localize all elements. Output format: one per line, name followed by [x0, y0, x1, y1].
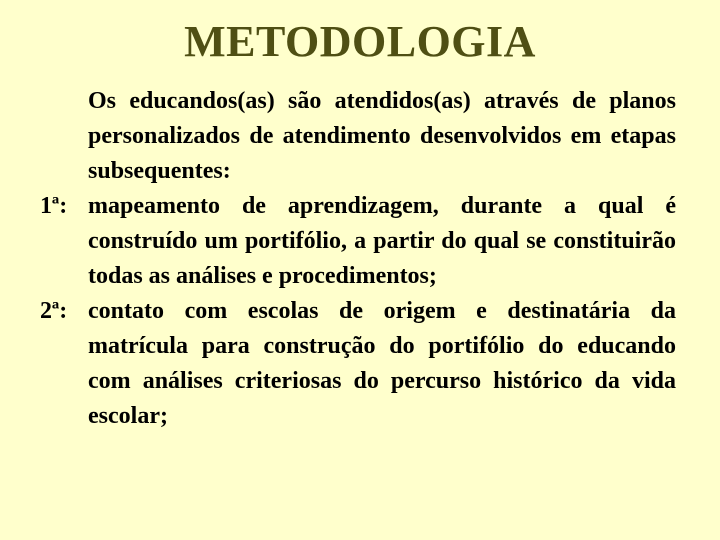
step-item-2	[40, 294, 676, 434]
step-text: contato com escolas de origem e destinatária da matrícula para construção do portifólio do educando com análises criteriosas do percurso histórico da vida escolar;	[88, 298, 676, 429]
step-number: 1ª:	[40, 193, 68, 219]
step-item-1	[40, 189, 676, 294]
intro-paragraph	[40, 84, 676, 189]
step-number: 2ª:	[40, 298, 68, 324]
slide-body	[40, 84, 676, 434]
step-text: mapeamento de aprendizagem, durante a qual é construído um portifólio, a partir do qual se constituirão todas as análises e procedimentos;	[88, 193, 676, 289]
intro-text: Os educandos(as) são atendidos(as) através de planos personalizados de atendimento desenvolvidos em etapas subsequentes:	[88, 88, 676, 184]
slide-title: METODOLOGIA	[184, 17, 536, 66]
